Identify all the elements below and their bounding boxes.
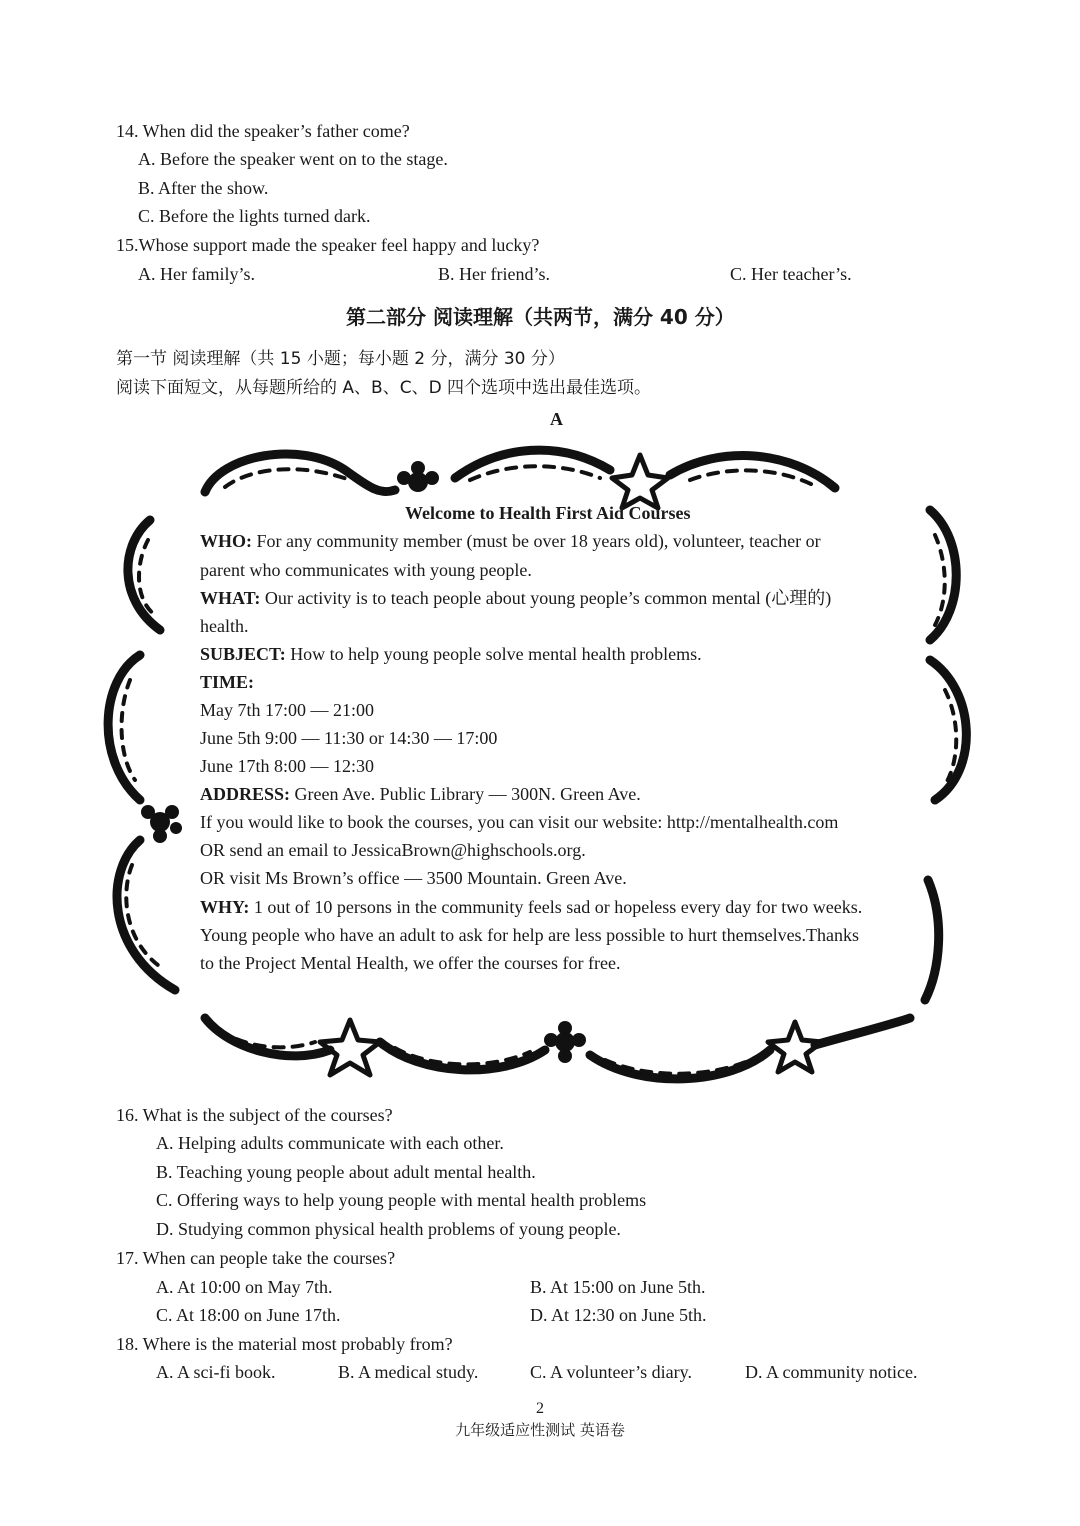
reading-instruction: 阅读下面短文，从每题所给的 A、B、C、D 四个选项中选出最佳选项。 [116, 378, 652, 398]
q18-option-d: D. A community notice. [745, 1362, 918, 1382]
notice-time-1: May 7th 17:00 — 21:00 [200, 700, 374, 720]
q18-option-b: B. A medical study. [338, 1362, 479, 1382]
notice-why-line1 [200, 895, 862, 919]
notice-time-2: June 5th 9:00 — 11:30 or 14:30 — 17:00 [200, 728, 498, 748]
q16-option-a: A. Helping adults communicate with each other. [156, 1133, 504, 1153]
q16-stem: 16. What is the subject of the courses? [116, 1105, 393, 1125]
q17-option-d: D. At 12:30 on June 5th. [530, 1305, 707, 1325]
notice-what-label: WHAT: [200, 588, 261, 608]
q15-option-a: A. Her family’s. [138, 264, 255, 284]
passage-label: A [550, 409, 563, 429]
notice-address-label: ADDRESS: [200, 784, 291, 804]
notice-who-label: WHO: [200, 531, 252, 551]
section1-heading: 第一节 阅读理解（共 15 小题；每小题 2 分，满分 30 分） [116, 349, 565, 369]
q14-option-a: A. Before the speaker went on to the stage. [138, 149, 448, 169]
notice-who-line2: parent who communicates with young people. [200, 560, 532, 580]
notice-who-text: For any community member (must be over 18 years old), volunteer, teacher or [252, 531, 821, 551]
q18-option-a: A. A sci-fi book. [156, 1362, 276, 1382]
notice-why-line2: Young people who have an adult to ask for help are less possible to hurt themselves.Thanks [200, 925, 860, 945]
notice-subject-line [200, 642, 702, 666]
notice-subject-label: SUBJECT: [200, 644, 286, 664]
q14-option-b: B. After the show. [138, 178, 269, 198]
q14-stem: 14. When did the speaker’s father come? [116, 121, 410, 141]
exam-name: 九年级适应性测试 英语卷 [455, 1421, 625, 1439]
q15-stem: 15.Whose support made the speaker feel happy and lucky? [116, 235, 540, 255]
q17-option-b: B. At 15:00 on June 5th. [530, 1277, 706, 1297]
notice-subject-text: How to help young people solve mental health problems. [285, 644, 702, 664]
q15-option-c: C. Her teacher’s. [730, 264, 852, 284]
q17-option-a: A. At 10:00 on May 7th. [156, 1277, 333, 1297]
notice-address-line [200, 782, 641, 806]
notice-time-3: June 17th 8:00 — 12:30 [200, 756, 374, 776]
notice-book-line1: If you would like to book the courses, you can visit our website: http://mentalhealth.com [200, 812, 839, 832]
page-number: 2 [536, 1400, 544, 1417]
q16-option-b: B. Teaching young people about adult mental health. [156, 1162, 536, 1182]
q16-option-d: D. Studying common physical health problems of young people. [156, 1219, 621, 1239]
q18-option-c: C. A volunteer’s diary. [530, 1362, 692, 1382]
q16-option-c: C. Offering ways to help young people with mental health problems [156, 1190, 647, 1210]
q14-option-c: C. Before the lights turned dark. [138, 206, 371, 226]
notice-who-line1 [200, 529, 821, 553]
notice-book-line2: OR send an email to JessicaBrown@highschools.org. [200, 840, 586, 860]
notice-what-text: Our activity is to teach people about young people’s common mental (心理的) [260, 588, 832, 608]
notice-time-label: TIME: [200, 672, 254, 692]
q17-option-c: C. At 18:00 on June 17th. [156, 1305, 341, 1325]
part2-title: 第二部分 阅读理解（共两节，满分 40 分） [346, 305, 735, 329]
notice-why-text: 1 out of 10 persons in the community feels sad or hopeless every day for two weeks. [249, 897, 863, 917]
notice-address-text: Green Ave. Public Library — 300N. Green Ave. [290, 784, 641, 804]
notice-book-line3: OR visit Ms Brown’s office — 3500 Mountain. Green Ave. [200, 868, 627, 888]
q17-stem: 17. When can people take the courses? [116, 1248, 396, 1268]
notice-what-line2: health. [200, 616, 249, 636]
notice-why-line3: to the Project Mental Health, we offer the courses for free. [200, 953, 621, 973]
notice-why-label: WHY: [200, 897, 250, 917]
q18-stem: 18. Where is the material most probably from? [116, 1334, 453, 1354]
q15-option-b: B. Her friend’s. [438, 264, 550, 284]
notice-title: Welcome to Health First Aid Courses [405, 503, 691, 523]
notice-what-line1 [200, 586, 831, 610]
